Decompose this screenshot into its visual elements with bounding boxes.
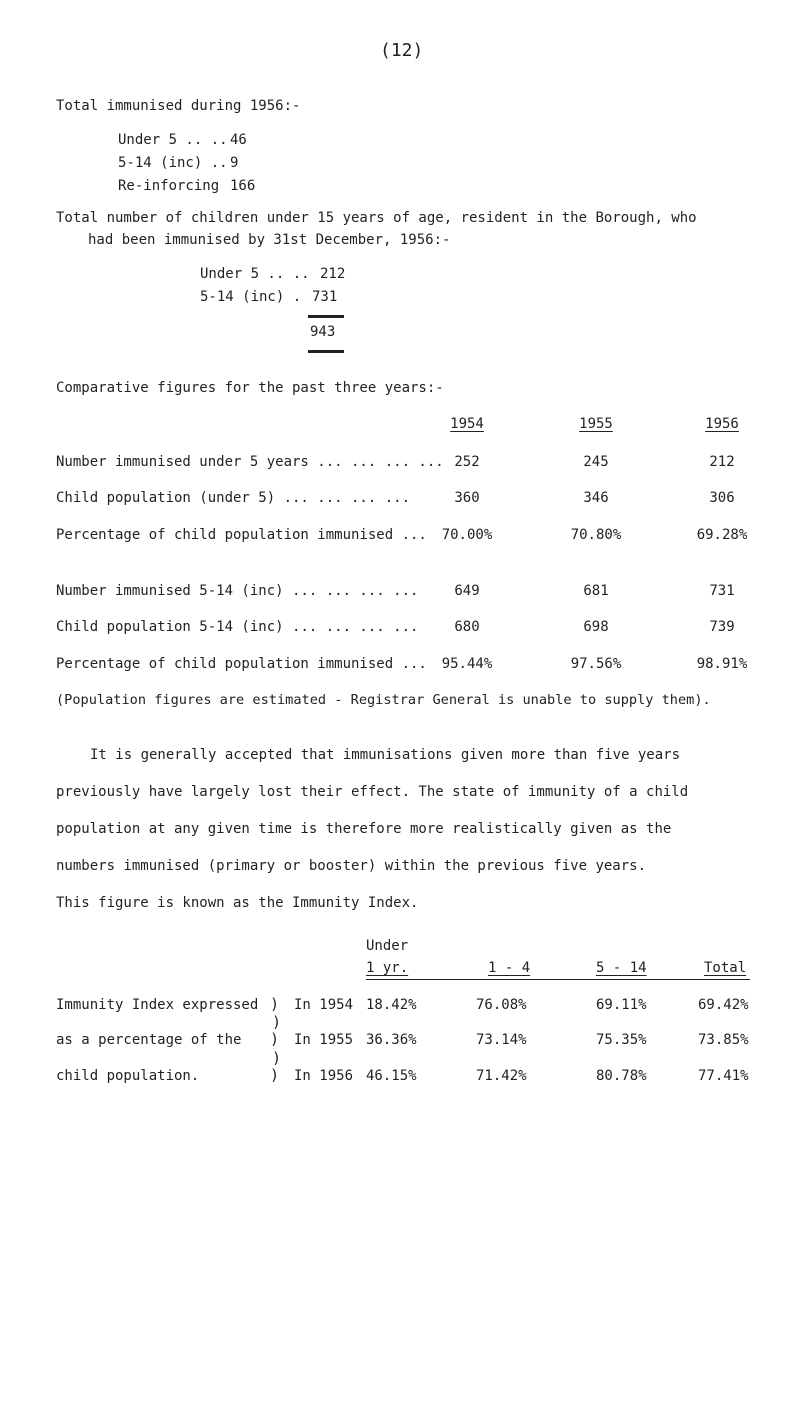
header-underline bbox=[366, 979, 750, 980]
col-header-5-14: 5 - 14 bbox=[596, 960, 647, 976]
paragraph-line: numbers immunised (primary or booster) within the previous five years. bbox=[56, 858, 647, 874]
comparative-cell: 346 bbox=[583, 490, 609, 506]
index-year: In 1954 bbox=[294, 997, 354, 1013]
index-cell: 76.08% bbox=[476, 997, 527, 1013]
paragraph-line: previously have largely lost their effect. The state of immunity of a child bbox=[56, 784, 689, 800]
comparative-cell: 70.00% bbox=[441, 527, 493, 543]
page-number: (12) bbox=[380, 40, 424, 61]
resident-line-2: had been immunised by 31st December, 1956:- bbox=[88, 232, 451, 248]
index-cell: 71.42% bbox=[476, 1068, 527, 1084]
brace-mark: ) bbox=[272, 1013, 282, 1031]
comparative-cell: 97.56% bbox=[570, 656, 622, 672]
col-header-under: Under bbox=[366, 938, 409, 954]
resident-row-label: 5-14 (inc) . bbox=[200, 289, 302, 305]
paragraph-line: This figure is known as the Immunity Index. bbox=[56, 895, 419, 911]
comparative-cell: 681 bbox=[583, 583, 609, 599]
index-cell: 80.78% bbox=[596, 1068, 647, 1084]
comparative-row-label: Percentage of child population immunised ... bbox=[56, 656, 427, 672]
resident-row-value: 212 bbox=[320, 266, 346, 282]
year-header: 1954 bbox=[450, 416, 484, 432]
resident-row-value: 731 bbox=[312, 289, 338, 305]
during-row-value: 9 bbox=[230, 155, 239, 171]
comparative-cell: 360 bbox=[454, 490, 480, 506]
col-header-1-4: 1 - 4 bbox=[488, 960, 531, 976]
during-row-label: Re-inforcing bbox=[118, 178, 220, 194]
comparative-row-label: Number immunised under 5 years ... ... ... ... bbox=[56, 454, 444, 470]
index-year: In 1955 bbox=[294, 1032, 354, 1048]
index-cell: 69.42% bbox=[698, 997, 749, 1013]
comparative-cell: 698 bbox=[583, 619, 609, 635]
comparative-title: Comparative figures for the past three years:- bbox=[56, 380, 444, 396]
population-note: (Population figures are estimated - Registrar General is unable to supply them). bbox=[56, 692, 711, 708]
comparative-cell: 98.91% bbox=[696, 656, 748, 672]
immunised-during-title: Total immunised during 1956:- bbox=[56, 98, 301, 114]
comparative-row-label: Number immunised 5-14 (inc) ... ... ... ... bbox=[56, 583, 419, 599]
comparative-cell: 649 bbox=[454, 583, 480, 599]
sum-rule bbox=[308, 350, 344, 353]
sum-rule bbox=[308, 315, 344, 318]
year-header: 1955 bbox=[579, 416, 613, 432]
comparative-cell: 252 bbox=[454, 454, 480, 470]
comparative-cell: 731 bbox=[709, 583, 735, 599]
comparative-row-label: Child population (under 5) ... ... ... ... bbox=[56, 490, 411, 506]
comparative-cell: 69.28% bbox=[696, 527, 748, 543]
comparative-cell: 306 bbox=[709, 490, 735, 506]
comparative-cell: 212 bbox=[709, 454, 735, 470]
index-cell: 46.15% bbox=[366, 1068, 417, 1084]
col-header-total: Total bbox=[704, 960, 747, 976]
comparative-cell: 70.80% bbox=[570, 527, 622, 543]
index-cell: 77.41% bbox=[698, 1068, 749, 1084]
paragraph-line: population at any given time is therefore more realistically given as the bbox=[56, 821, 672, 837]
index-cell: 69.11% bbox=[596, 997, 647, 1013]
comparative-cell: 680 bbox=[454, 619, 480, 635]
index-cell: 73.85% bbox=[698, 1032, 749, 1048]
index-label-line: Immunity Index expressed bbox=[56, 997, 259, 1013]
brace-mark: ) bbox=[272, 1049, 282, 1067]
index-cell: 36.36% bbox=[366, 1032, 417, 1048]
index-label-line: child population. bbox=[56, 1068, 200, 1084]
paragraph-line: It is generally accepted that immunisations given more than five years bbox=[90, 747, 681, 763]
during-row-label: 5-14 (inc) .. bbox=[118, 155, 228, 171]
resident-line-1: Total number of children under 15 years of age, resident in the Borough, who bbox=[56, 210, 697, 226]
resident-total: 943 bbox=[310, 324, 336, 340]
comparative-row-label: Percentage of child population immunised ... bbox=[56, 527, 427, 543]
during-row-label: Under 5 .. .. bbox=[118, 132, 228, 148]
brace-mark: ) bbox=[270, 995, 280, 1013]
comparative-row-label: Child population 5-14 (inc) ... ... ... ... bbox=[56, 619, 419, 635]
brace-mark: ) bbox=[270, 1066, 280, 1084]
index-label-line: as a percentage of the bbox=[56, 1032, 242, 1048]
comparative-cell: 739 bbox=[709, 619, 735, 635]
index-cell: 18.42% bbox=[366, 997, 417, 1013]
brace-mark: ) bbox=[270, 1030, 280, 1048]
index-cell: 75.35% bbox=[596, 1032, 647, 1048]
resident-row-label: Under 5 .. .. bbox=[200, 266, 310, 282]
comparative-cell: 95.44% bbox=[441, 656, 493, 672]
year-header: 1956 bbox=[705, 416, 739, 432]
index-cell: 73.14% bbox=[476, 1032, 527, 1048]
during-row-value: 46 bbox=[230, 132, 247, 148]
col-header-1yr: 1 yr. bbox=[366, 960, 409, 976]
comparative-cell: 245 bbox=[583, 454, 609, 470]
during-row-value: 166 bbox=[230, 178, 256, 194]
index-year: In 1956 bbox=[294, 1068, 354, 1084]
